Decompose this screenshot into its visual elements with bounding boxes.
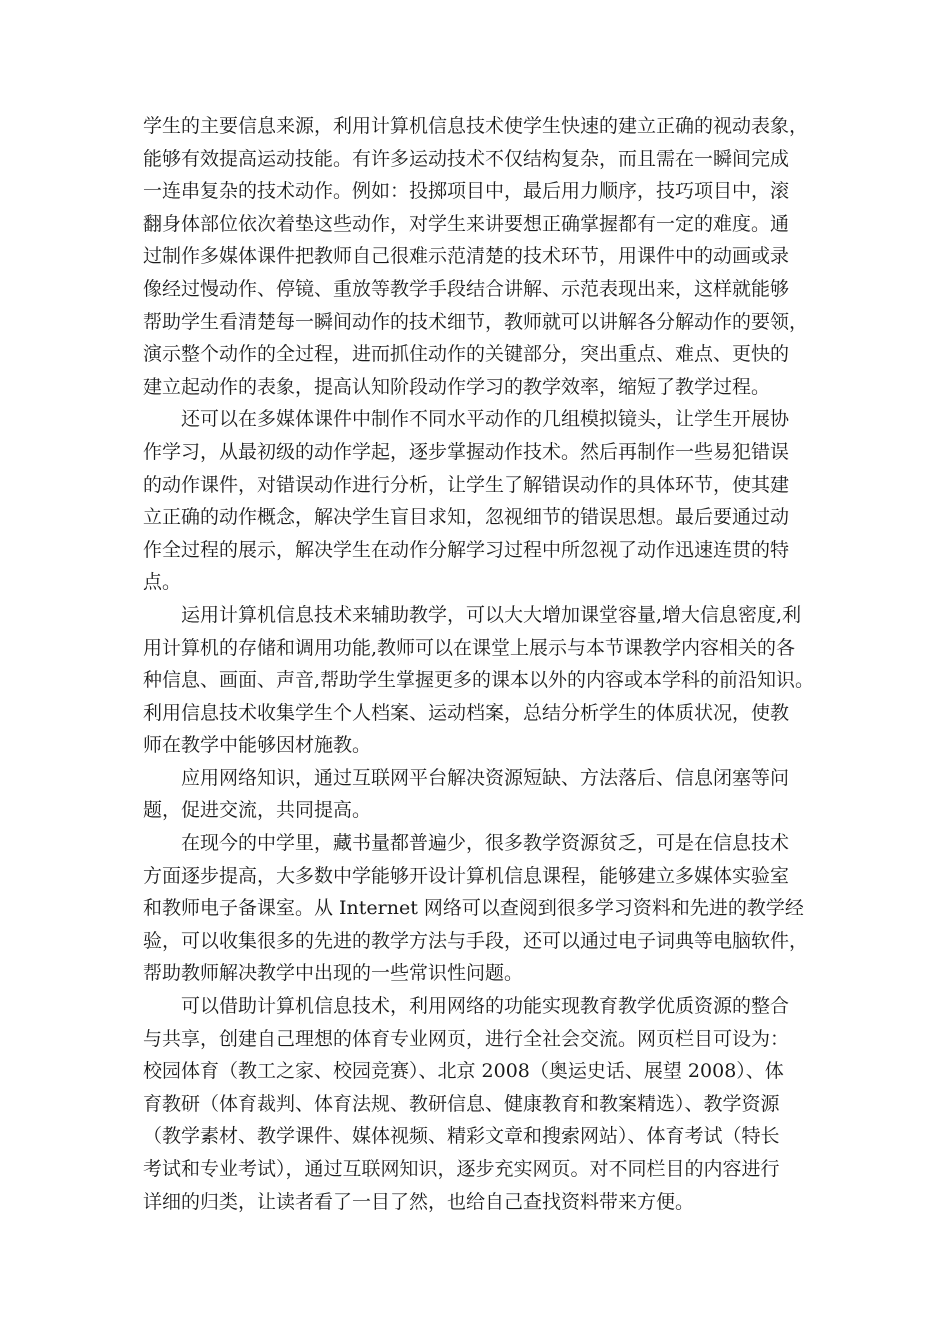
text-line: 作学习，从最初级的动作学起，逐步掌握动作技术。然后再制作一些易犯错误: [143, 440, 790, 463]
text-line: 用计算机的存储和调用功能,教师可以在课堂上展示与本节课教学内容相关的各: [143, 636, 796, 659]
text-line: 作全过程的展示，解决学生在动作分解学习过程中所忽视了动作迅速连贯的特: [143, 538, 790, 561]
text-line: 建立起动作的表象，提高认知阶段动作学习的教学效率，缩短了教学过程。: [143, 375, 771, 398]
text-line: 还可以在多媒体课件中制作不同水平动作的几组模拟镜头，让学生开展协: [181, 408, 790, 431]
text-line: 能够有效提高运动技能。有许多运动技术不仅结构复杂，而且需在一瞬间完成: [143, 147, 790, 170]
text-line: 帮助学生看清楚每一瞬间动作的技术细节，教师就可以讲解各分解动作的要领，: [143, 310, 809, 333]
text-line: 帮助教师解决教学中出现的一些常识性问题。: [143, 962, 524, 985]
text-line: 和教师电子备课室。从 Internet 网络可以查阅到很多学习资料和先进的教学经: [143, 897, 804, 920]
text-line: 点。: [143, 571, 182, 594]
text-line: 应用网络知识，通过互联网平台解决资源短缺、方法落后、信息闭塞等问: [181, 766, 790, 789]
text-line: 过制作多媒体课件把教师自己很难示范清楚的技术环节，用课件中的动画或录: [143, 245, 790, 268]
text-line: 学生的主要信息来源，利用计算机信息技术使学生快速的建立正确的视动表象，: [143, 115, 809, 137]
text-line: 详细的归类，让读者看了一目了然，也给自己查找资料带来方便。: [143, 1190, 695, 1213]
text-line: 与共享，创建自己理想的体育专业网页，进行全社会交流。网页栏目可设为：: [143, 1027, 790, 1050]
text-line: 翻身体部位依次着垫这些动作，对学生来讲要想正确掌握都有一定的难度。通: [143, 212, 790, 235]
text-line: 可以借助计算机信息技术，利用网络的功能实现教育教学优质资源的整合: [181, 995, 790, 1018]
text-line: 立正确的动作概念，解决学生盲目求知，忽视细节的错误思想。最后要通过动: [143, 506, 790, 529]
paragraph-3: [143, 599, 815, 762]
text-line: 的动作课件，对错误动作进行分析，让学生了解错误动作的具体环节，使其建: [143, 473, 790, 496]
text-line: 育教研（体育裁判、体育法规、教研信息、健康教育和教案精选）、教学资源: [143, 1092, 780, 1115]
paragraph-1: [143, 110, 811, 403]
paragraph-4: [143, 762, 811, 827]
text-line: 方面逐步提高，大多数中学能够开设计算机信息课程，能够建立多媒体实验室: [143, 864, 790, 887]
document-body: [143, 110, 815, 1218]
text-line: 师在教学中能够因材施教。: [143, 734, 372, 757]
text-line: 题，促进交流，共同提高。: [143, 799, 372, 822]
paragraph-2: [143, 403, 811, 599]
text-line: （教学素材、教学课件、媒体视频、精彩文章和搜索网站）、体育考试（特长: [143, 1125, 780, 1148]
text-line: 利用信息技术收集学生个人档案、运动档案，总结分析学生的体质状况，使教: [143, 701, 790, 724]
text-line: 种信息、画面、声音,帮助学生掌握更多的课本以外的内容或本学科的前沿知识。: [143, 669, 815, 692]
text-line: 运用计算机信息技术来辅助教学，可以大大增加课堂容量,增大信息密度,利: [181, 603, 802, 626]
paragraph-6: [143, 990, 811, 1218]
text-line: 演示整个动作的全过程，进而抓住动作的关键部分，突出重点、难点、更快的: [143, 343, 790, 366]
paragraph-5: [143, 827, 811, 990]
text-line: 在现今的中学里，藏书量都普遍少，很多教学资源贫乏，可是在信息技术: [181, 832, 790, 855]
text-line: 考试和专业考试），通过互联网知识，逐步充实网页。对不同栏目的内容进行: [143, 1158, 780, 1180]
text-line: 一连串复杂的技术动作。例如：投掷项目中，最后用力顺序，技巧项目中，滚: [143, 180, 790, 203]
text-line: 校园体育（教工之家、校园竞赛）、北京 2008（奥运史话、展望 2008）、体: [143, 1060, 784, 1083]
text-line: 像经过慢动作、停镜、重放等教学手段结合讲解、示范表现出来，这样就能够: [143, 277, 790, 300]
text-line: 验，可以收集很多的先进的教学方法与手段，还可以通过电子词典等电脑软件，: [143, 929, 809, 952]
